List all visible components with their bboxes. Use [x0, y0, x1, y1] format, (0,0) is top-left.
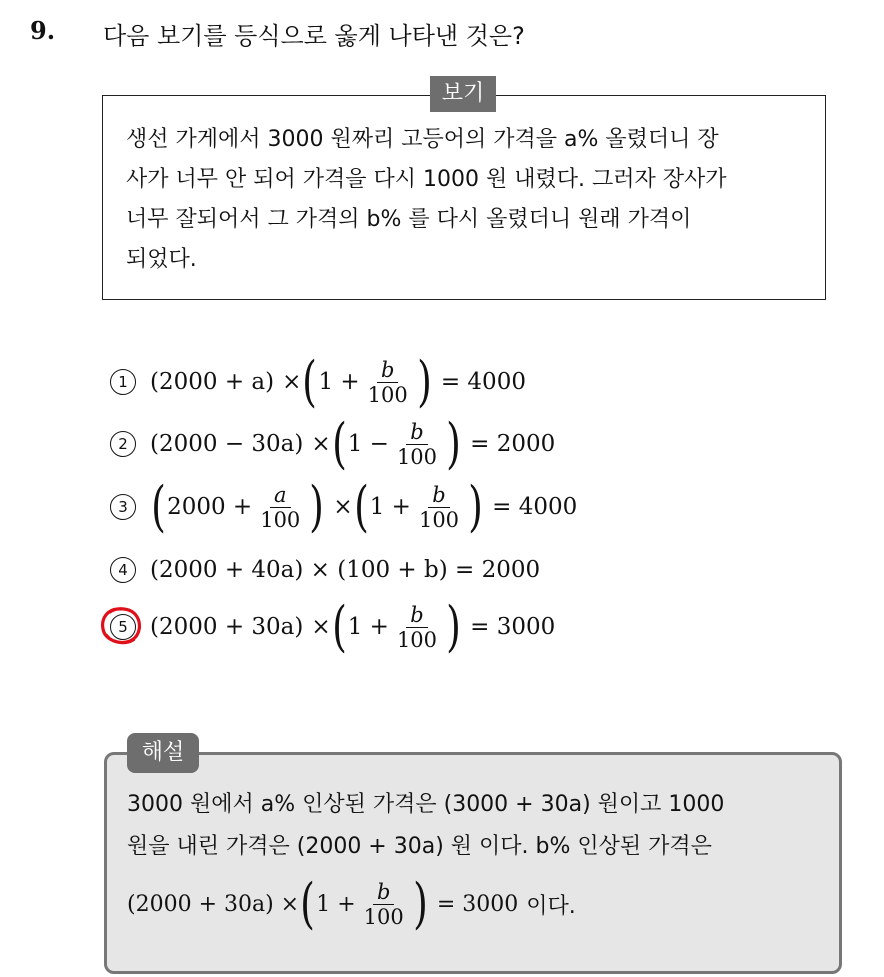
solution-eq-left: (2000 + 30a) ×	[127, 891, 300, 917]
solution-line-2: 원을 내린 가격은 (2000 + 30a) 원 이다. b% 인상된 가격은	[127, 834, 712, 859]
option-5-close-paren: )	[446, 595, 461, 658]
bogi-line-1: 생선 가게에서 3000 원짜리 고등어의 가격을 a% 올렸더니 장	[126, 127, 719, 152]
option-3-frac-num: b	[428, 483, 449, 508]
solution-eq-close-paren: )	[412, 872, 428, 935]
solution-eq-open-paren: (	[300, 872, 316, 935]
option-1-left: (2000 + a)	[150, 369, 275, 395]
bogi-body	[126, 120, 816, 280]
option-1-frac-num: b	[377, 358, 398, 383]
option-5-fraction	[393, 603, 441, 652]
option-5-open-paren: (	[331, 595, 347, 658]
option-3-pre: 1 +	[369, 494, 411, 520]
option-3-open-paren: (	[353, 475, 369, 538]
solution-eq-tail: 이다.	[526, 893, 576, 919]
bogi-tab: 보기	[430, 76, 496, 112]
option-2-frac-den: 100	[396, 444, 438, 469]
answer-mark-circle	[99, 605, 143, 647]
option-1-rhs: = 4000	[440, 369, 526, 395]
option-3-fraction	[415, 483, 463, 532]
option-3-times: ×	[333, 494, 353, 520]
option-2-fraction	[393, 420, 441, 469]
solution-eq-frac-num: b	[373, 880, 394, 905]
option-3-left-frac-num: a	[270, 483, 291, 508]
solution-tab: 해설	[127, 733, 199, 773]
bogi-line-2: 사가 너무 안 되어 가격을 다시 1000 원 내렸다. 그러자 장사가	[126, 167, 727, 192]
solution-equation	[127, 872, 576, 936]
option-1-symbol: 1	[110, 369, 136, 395]
option-3-symbol: 3	[110, 494, 136, 520]
option-3[interactable]	[110, 477, 577, 537]
option-2-frac-num: b	[406, 420, 427, 445]
option-5-times: ×	[311, 614, 331, 640]
question-number: 9.	[30, 16, 56, 45]
option-1-pre: 1 +	[318, 369, 360, 395]
option-2-open-paren: (	[331, 412, 347, 475]
option-1-frac-den: 100	[367, 382, 408, 407]
solution-eq-fraction	[360, 880, 408, 929]
solution-eq-frac-den: 100	[363, 904, 404, 929]
option-2-left: (2000 − 30a)	[150, 431, 304, 457]
option-2-close-paren: )	[446, 412, 461, 475]
option-1-times: ×	[282, 369, 302, 395]
option-2-times: ×	[311, 431, 331, 457]
option-5-rhs: = 3000	[470, 614, 556, 640]
solution-line-1: 3000 원에서 a% 인상된 가격은 (3000 + 30a) 원이고 1000	[127, 792, 725, 817]
option-5-pre: 1 +	[347, 614, 389, 640]
bogi-line-3: 너무 잘되어서 그 가격의 b% 를 다시 올렸더니 원래 가격이	[126, 207, 692, 232]
option-3-frac-den: 100	[418, 507, 460, 532]
option-2-symbol: 2	[110, 431, 136, 457]
solution-body	[127, 784, 827, 868]
option-3-left-fraction	[256, 483, 304, 532]
option-3-left-frac-den: 100	[260, 507, 301, 532]
solution-eq-rhs: = 3000	[436, 891, 519, 917]
question-text: 다음 보기를 등식으로 옳게 나타낸 것은?	[103, 22, 525, 50]
option-3-left-open-paren: (	[151, 475, 166, 538]
option-1-close-paren: )	[416, 350, 432, 413]
option-2-rhs: = 2000	[470, 431, 556, 457]
option-4-text: (2000 + 40a) × (100 + b) = 2000	[150, 557, 541, 583]
bogi-line-4: 되었다.	[126, 247, 197, 272]
option-3-left-pre: 2000 +	[167, 494, 253, 520]
option-3-left-close-paren: )	[309, 475, 325, 538]
option-3-close-paren: )	[468, 475, 483, 538]
option-4[interactable]	[110, 540, 540, 600]
option-5-symbol: 5	[110, 614, 136, 640]
option-3-rhs: = 4000	[492, 494, 578, 520]
option-2-pre: 1 −	[347, 431, 389, 457]
option-2[interactable]	[110, 414, 555, 474]
option-1[interactable]	[110, 352, 526, 412]
option-5-frac-den: 100	[396, 627, 438, 652]
option-5[interactable]	[110, 597, 555, 657]
option-5-left: (2000 + 30a)	[150, 614, 304, 640]
option-5-frac-num: b	[406, 603, 427, 628]
solution-eq-pre: 1 +	[316, 891, 356, 917]
option-1-open-paren: (	[302, 350, 318, 413]
option-1-fraction	[364, 358, 412, 407]
option-4-symbol: 4	[110, 557, 136, 583]
